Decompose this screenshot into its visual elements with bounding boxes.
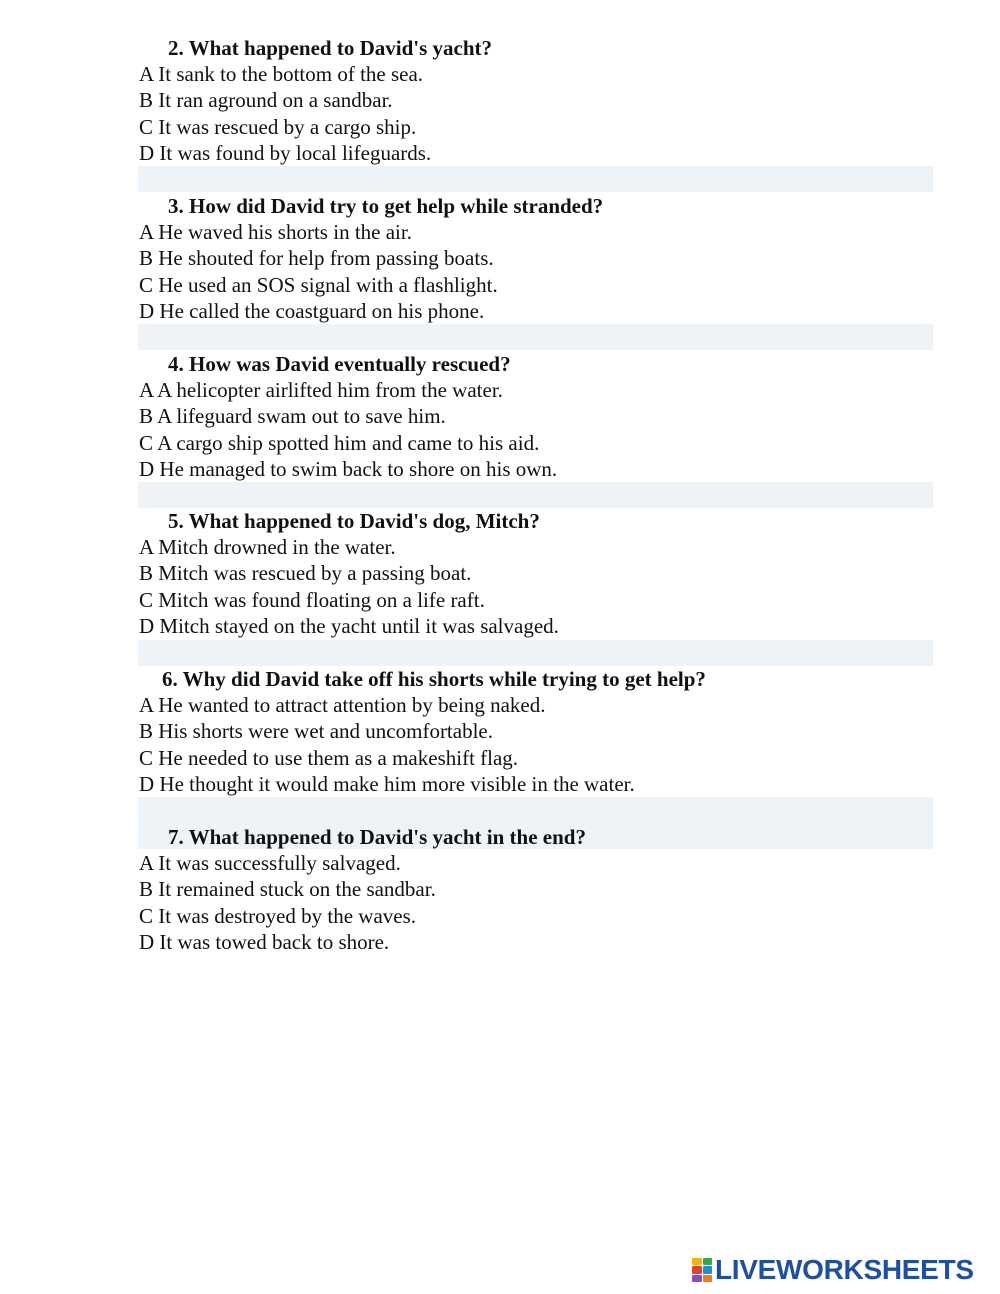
option-b: B His shorts were wet and uncomfortable. bbox=[139, 719, 493, 744]
question-4 bbox=[138, 351, 933, 482]
question-title: 2. What happened to David's yacht? bbox=[168, 36, 493, 60]
option-a: A Mitch drowned in the water. bbox=[139, 535, 396, 559]
option-b: B He shouted for help from passing boats. bbox=[139, 246, 494, 271]
question-3 bbox=[138, 193, 933, 324]
option-b: B A lifeguard swam out to save him. bbox=[139, 404, 446, 429]
question-2 bbox=[138, 35, 933, 166]
option-c: C He used an SOS signal with a flashlight. bbox=[139, 272, 498, 297]
option-a: A It sank to the bottom of the sea. bbox=[139, 62, 424, 86]
answer-field-2[interactable] bbox=[138, 324, 933, 350]
option-a: A He waved his shorts in the air. bbox=[139, 220, 412, 244]
option-d: D He called the coastguard on his phone. bbox=[139, 298, 485, 323]
option-d: D He managed to swim back to shore on his own. bbox=[139, 456, 558, 481]
option-a: A It was successfully salvaged. bbox=[139, 851, 401, 875]
option-d: D Mitch stayed on the yacht until it was salvaged. bbox=[139, 613, 559, 638]
option-b: B Mitch was rescued by a passing boat. bbox=[139, 561, 472, 586]
option-d: D It was towed back to shore. bbox=[139, 929, 390, 954]
liveworksheets-logo-icon bbox=[692, 1258, 712, 1282]
option-a: A A helicopter airlifted him from the water. bbox=[139, 378, 503, 402]
question-title: 7. What happened to David's yacht in the end? bbox=[168, 825, 586, 849]
question-title: 6. Why did David take off his shorts while trying to get help? bbox=[162, 667, 706, 691]
option-c: C A cargo ship spotted him and came to his aid. bbox=[139, 430, 540, 455]
option-d: D It was found by local lifeguards. bbox=[139, 140, 432, 165]
option-b: B It ran aground on a sandbar. bbox=[139, 88, 393, 113]
question-title: 4. How was David eventually rescued? bbox=[168, 352, 511, 376]
liveworksheets-logo[interactable] bbox=[692, 1255, 974, 1285]
answer-field-1[interactable] bbox=[138, 166, 933, 192]
logo-text: LIVEWORKSHEETS bbox=[715, 1254, 974, 1285]
option-a: A He wanted to attract attention by being naked. bbox=[139, 693, 546, 717]
question-title: 5. What happened to David's dog, Mitch? bbox=[168, 509, 540, 533]
option-c: C It was destroyed by the waves. bbox=[139, 903, 417, 928]
question-7 bbox=[138, 824, 933, 955]
question-6 bbox=[138, 666, 933, 797]
answer-field-3[interactable] bbox=[138, 482, 933, 508]
question-title: 3. How did David try to get help while stranded? bbox=[168, 194, 604, 218]
option-c: C He needed to use them as a makeshift flag. bbox=[139, 745, 519, 770]
option-c: C Mitch was found floating on a life raft. bbox=[139, 587, 485, 612]
answer-field-4[interactable] bbox=[138, 640, 933, 666]
option-b: B It remained stuck on the sandbar. bbox=[139, 877, 436, 902]
option-d: D He thought it would make him more visible in the water. bbox=[139, 771, 635, 796]
question-5 bbox=[138, 508, 933, 639]
option-c: C It was rescued by a cargo ship. bbox=[139, 114, 417, 139]
